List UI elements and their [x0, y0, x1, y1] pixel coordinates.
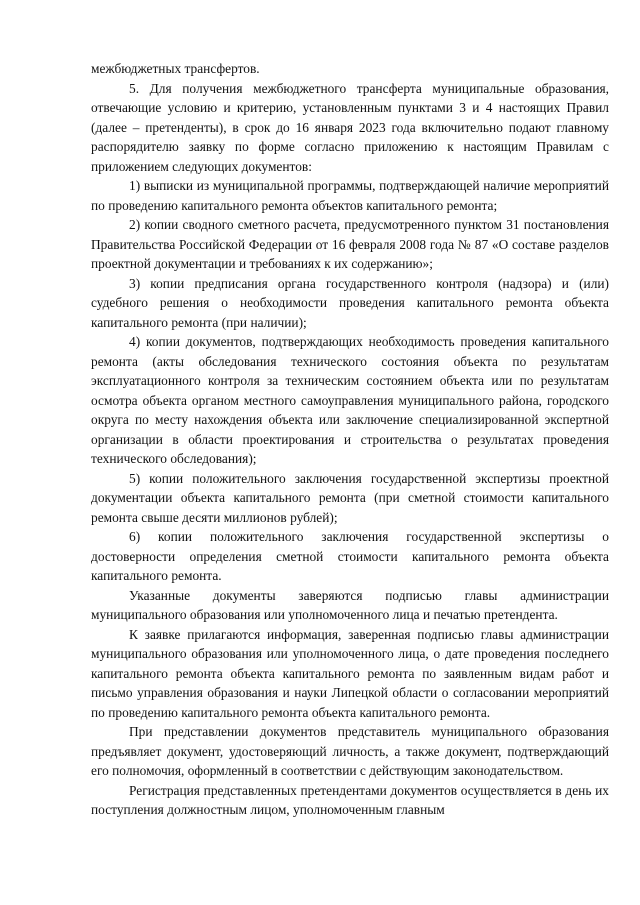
paragraph-continuation: межбюджетных трансфертов.	[91, 61, 260, 76]
list-item-2: 2) копии сводного сметного расчета, предусмотренного пунктом 31 постановления Правительства Российской Федерации от 16 февраля 2008 года № 87 «О составе разделов проектной документации и требованиях к их содержанию»;	[91, 217, 609, 271]
list-item-3: 3) копии предписания органа государственного контроля (надзора) и (или) судебного решения о необходимости проведения капитального ремонта объекта капитального ремонта (при наличии);	[91, 275, 609, 330]
paragraph-item-5: 5. Для получения межбюджетного трансферта муниципальные образования, отвечающие условию и критерию, установленным пунктами 3 и 4 настоящих Правил (далее – претенденты), в срок до 16 января 2023 года включительно подают главному распорядителю заявку по форме согласно приложению к настоящим Правилам с приложением следующих документов:	[91, 80, 609, 174]
paragraph-certification: Указанные документы заверяются подписью главы администрации муниципального образования или уполномоченного лица и печатью претендента.	[91, 587, 609, 622]
document-page	[91, 59, 609, 820]
paragraph-registration: Регистрация представленных претендентами документов осуществляется в день их поступления должностным лицом, уполномоченным главным	[91, 782, 609, 817]
list-item-5: 5) копии положительного заключения государственной экспертизы проектной документации объекта капитального ремонта (при сметной стоимости капитального ремонта свыше десяти миллионов рублей);	[91, 470, 609, 525]
list-item-4: 4) копии документов, подтверждающих необходимость проведения капитального ремонта (акты обследования технического состояния объекта по результатам эксплуатационного контроля за техническим состоянием объекта или по результатам осмотра объекта органом местного самоуправления муниципального района, городского округа по месту нахождения объекта или заключение специализированной экспертной организации в области проектирования и строительства о результатах проведения технического обследования);	[91, 334, 609, 466]
list-item-1: 1) выписки из муниципальной программы, подтверждающей наличие мероприятий по проведению капитального ремонта объектов капитального ремонта;	[91, 178, 609, 213]
paragraph-representative: При представлении документов представитель муниципального образования предъявляет документ, удостоверяющий личность, а также документ, подтверждающий его полномочия, оформленный в соответствии с действующим законодательством.	[91, 724, 609, 778]
paragraph-attachments: К заявке прилагаются информация, заверенная подписью главы администрации муниципального образования или уполномоченного лица, о дате проведения последнего капитального ремонта объекта капитального ремонта по заявленным видам работ и письмо управления образования и науки Липецкой области о согласовании мероприятий по проведению капитального ремонта объекта капитального ремонта.	[91, 626, 609, 720]
list-item-6: 6) копии положительного заключения государственной экспертизы о достоверности определения сметной стоимости капитального ремонта объекта капитального ремонта.	[91, 529, 609, 583]
